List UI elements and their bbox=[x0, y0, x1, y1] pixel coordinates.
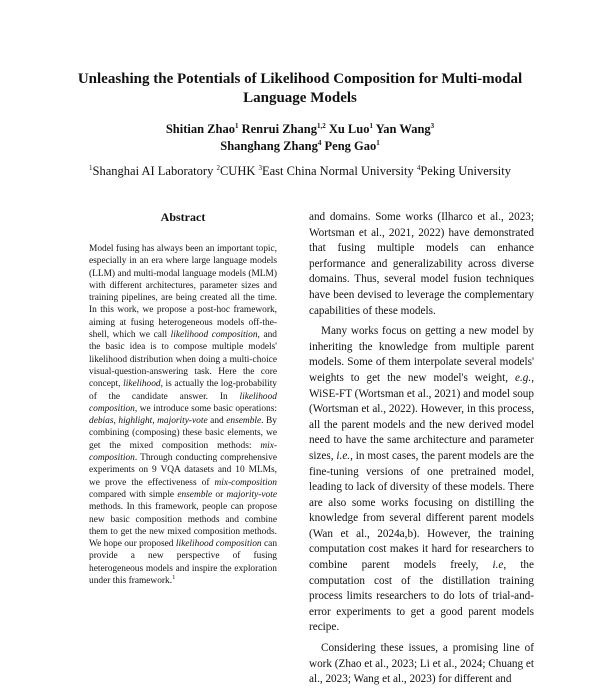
author-name-text: Xu Luo bbox=[328, 122, 370, 136]
text-run: Considering these issues, a promising line of work (Zhao et al., 2023; Li et al., 2024; Chuang et al., 2023; Wang et al., 2023) for different and bbox=[309, 642, 534, 686]
author-name-text: Renrui Zhang bbox=[241, 122, 317, 136]
text-run: likelihood composition bbox=[89, 391, 277, 414]
text-run: , in most cases, the parent models are the fine-tuning versions of one pretrained model, leading to lack of diversity of these models. There are also some works focusing on distilling the knowledge from several different parent models (Wan et al., 2024a,b). However, the training computation cost makes it hard for researchers to combine parent models freely, bbox=[309, 449, 534, 572]
text-run: , WiSE-FT (Wortsman et al., 2021) and model soup (Wortsman et al., 2022). However, in this process, all the parent models and the new derived model need to have the same architecture and parameter sizes, bbox=[309, 371, 534, 462]
text-run: majority-vote bbox=[157, 416, 208, 427]
text-run: . Through conducting comprehensive experiments on 9 VQA datasets and 10 MLMs, we prove the effectiveness of bbox=[89, 453, 277, 488]
text-run: likelihood bbox=[123, 379, 161, 390]
author-list bbox=[60, 121, 540, 155]
affiliation-marker: 1 bbox=[89, 164, 93, 172]
text-run: , bbox=[113, 416, 119, 427]
author-name bbox=[242, 122, 326, 136]
author-name bbox=[325, 139, 380, 153]
author-name bbox=[329, 122, 373, 136]
affiliation-marker: 3 bbox=[258, 164, 262, 172]
text-run: likelihood composition bbox=[175, 539, 262, 550]
text-run: or bbox=[212, 489, 227, 500]
text-run: , bbox=[152, 416, 158, 427]
author-affiliation-marker: 1 bbox=[369, 122, 373, 130]
author-name bbox=[166, 122, 239, 136]
text-run: mix-composition bbox=[89, 440, 277, 464]
abstract-text bbox=[89, 243, 277, 587]
author-name bbox=[220, 139, 321, 153]
text-run: , the computation cost of the distillation training process limits researchers to do lots of trial-and-error experiments to get a good parent models recipe. bbox=[309, 559, 534, 634]
text-run: compared with simple bbox=[89, 489, 178, 500]
affiliation-list bbox=[40, 163, 560, 179]
text-run: Many works focus on getting a new model by inheriting the knowledge from multiple parent models. Some of them interpolate several models' weights to get the new model's weight, bbox=[309, 325, 534, 384]
text-run: i.e bbox=[492, 559, 504, 572]
author-name-text: Yan Wang bbox=[375, 122, 431, 136]
text-run: ensemble bbox=[226, 416, 262, 427]
text-run: likelihood composition bbox=[170, 330, 258, 341]
text-run: and domains. Some works (Ilharco et al., 2023; Wortsman et al., 2021, 2022) have demonstrated that fusing multiple models can enhance performance and generalizability across diverse domains. Thus, several model fusion techniques have been devised to leverage the complementary capabilities of these models. bbox=[309, 211, 534, 317]
text-run: majority-vote bbox=[226, 489, 277, 500]
text-run: , is actually the log-probability of the candidate answer. In bbox=[89, 379, 277, 402]
author-affiliation-marker: 4 bbox=[317, 139, 322, 147]
text-run: mix-composition bbox=[214, 477, 277, 488]
text-run: , we introduce some basic operations: bbox=[134, 403, 277, 414]
text-run: methods. In this framework, people can propose new basic composition methods and combine them to get the new mixed composition methods. We hope our proposed bbox=[89, 502, 277, 550]
author-affiliation-marker: 3 bbox=[430, 122, 435, 130]
affiliation-name: Peking University bbox=[420, 164, 511, 178]
body-column bbox=[309, 210, 534, 688]
text-run: can provide a new perspective of fusing heterogeneous models and inspire the exploration under this framework. bbox=[89, 539, 278, 587]
affiliation-marker: 4 bbox=[416, 164, 421, 172]
text-run: debias bbox=[89, 416, 114, 427]
author-affiliation-marker: 1 bbox=[234, 122, 239, 130]
text-run: i.e. bbox=[336, 449, 351, 462]
text-run: e.g. bbox=[515, 371, 532, 384]
text-run: ensemble bbox=[177, 489, 213, 500]
abstract-section bbox=[89, 210, 277, 587]
affiliation-name: Shanghai AI Laboratory bbox=[92, 164, 214, 178]
affiliation-name: East China Normal University bbox=[262, 164, 414, 178]
footnote-marker: 1 bbox=[172, 574, 176, 582]
author-affiliation-marker: 1 bbox=[376, 139, 380, 147]
affiliation-marker: 2 bbox=[216, 164, 220, 172]
author-name-text: Peng Gao bbox=[324, 139, 377, 153]
body-paragraph bbox=[309, 210, 534, 319]
affiliation-name: CUHK bbox=[219, 164, 256, 178]
author-affiliation-marker: 1,2 bbox=[316, 122, 326, 130]
text-run: , and the basic idea is to compose multiple models' likelihood distribution when doing a multi-choice visual-question-answering task. Here the core concept, bbox=[89, 330, 277, 390]
abstract-heading: Abstract bbox=[160, 210, 206, 224]
author-name-text: Shitian Zhao bbox=[165, 122, 235, 136]
body-paragraph bbox=[309, 324, 534, 636]
text-run: and bbox=[207, 416, 227, 427]
text-run: . By combining (composing) these basic elements, we get the mixed composition methods: bbox=[89, 416, 277, 451]
text-run: Model fusing has always been an important topic, especially in an era where large language models (LLM) and multi-modal language models (MLM) with different architectures, parameter sizes and training pipelines, are being created all the time. In this work, we propose a post-hoc framework, aiming at fusing heterogeneous models off-the-shell, which we call bbox=[89, 244, 277, 341]
text-run: highlight bbox=[118, 416, 153, 427]
author-name bbox=[376, 122, 435, 136]
body-paragraph bbox=[309, 641, 534, 688]
paper-title: Unleashing the Potentials of Likelihood Composition for Multi-modal Language Models bbox=[77, 71, 523, 106]
author-name-text: Shanghang Zhang bbox=[220, 139, 318, 153]
